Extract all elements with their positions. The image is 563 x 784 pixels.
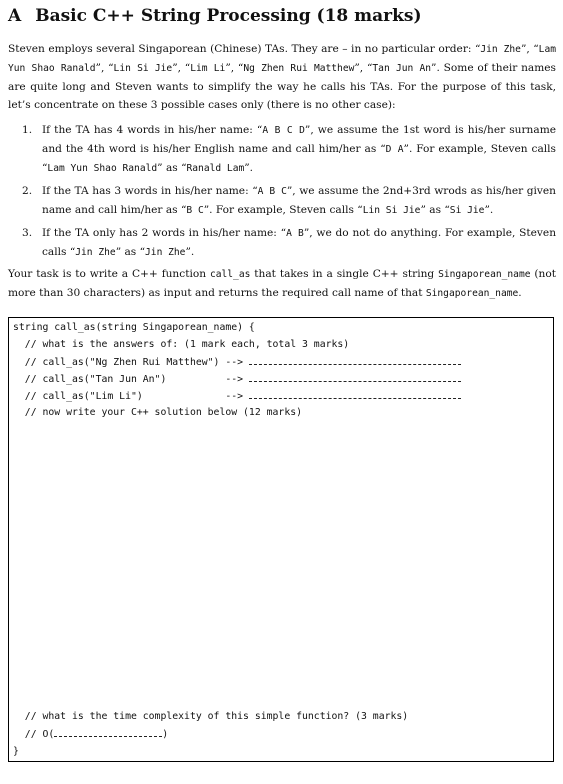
question-header: // what is the answers of: (1 mark each, total 3 marks)	[13, 339, 350, 350]
case-text: ”, we do not do anything. For example, Steven calls “	[42, 227, 557, 258]
question-3-line	[13, 389, 461, 404]
complexity-open: // O(	[13, 729, 55, 740]
case-code: Lin Si Jie	[362, 205, 421, 216]
question-3: // call_as("Lim Li") -->	[13, 391, 244, 402]
answer-blank-3[interactable]	[249, 389, 461, 399]
case-number: 1.	[22, 124, 33, 136]
question-1-line	[13, 355, 461, 370]
section-letter: A	[8, 6, 22, 26]
ta-name: Lin Si Jie	[113, 63, 173, 74]
closing-brace: }	[13, 746, 19, 757]
case-code: B C	[186, 205, 204, 216]
complexity-question: // what is the time complexity of this simple function? (3 marks)	[13, 711, 409, 722]
case-text: ”.	[244, 162, 254, 174]
case-code: D A	[385, 144, 404, 155]
task-text: .	[518, 287, 522, 299]
task-text: that takes in a single C++ string	[250, 268, 439, 280]
question-1: // call_as("Ng Zhen Rui Matthew") -->	[13, 357, 244, 368]
intro-text: Steven employs several Singaporean (Chinese) TAs. They are – in no particular order: “	[8, 43, 481, 55]
function-signature: string call_as(string Singaporean_name) {	[13, 322, 255, 333]
case-text: ”, we assume the 2nd+3rd wrods as his/her given name and call him/her as “	[42, 185, 556, 216]
case-text: ”, we assume the 1st word is his/her surname and the 4th word is his/her English name and call him/her as “	[42, 124, 557, 155]
task-text: Your task is to write a C++ function	[8, 268, 210, 280]
complexity-blank[interactable]	[54, 727, 162, 737]
case-text: ” as “	[420, 204, 450, 216]
case-code: Jin Zhe	[75, 247, 116, 258]
case-code: Ranald Lam	[186, 163, 245, 174]
ta-name: Ng Zhen Rui Matthew	[243, 63, 355, 74]
case-text: ” as “	[157, 162, 187, 174]
case-item-2	[8, 182, 556, 220]
function-name: call_as	[209, 269, 251, 280]
case-code: Jin Zhe	[145, 247, 186, 258]
complexity-close: )	[162, 729, 169, 740]
case-code: A B C	[257, 186, 287, 197]
intro-text: ”, “	[95, 62, 114, 74]
ta-name: Jin Zhe	[480, 44, 521, 55]
case-text: If the TA has 4 words in his/her name: “	[42, 124, 263, 136]
argument-name: Singaporean_name	[438, 269, 531, 280]
intro-text: ”, “	[354, 62, 373, 74]
ta-name: Lam Yun Shao Ranald	[8, 44, 556, 74]
case-text: If the TA only has 2 words in his/her name: “	[42, 227, 287, 239]
question-2: // call_as("Tan Jun An") -->	[13, 374, 244, 385]
question-2-line	[13, 372, 461, 387]
intro-text: ”, “	[520, 43, 539, 55]
case-text: ”. For example, Steven calls “	[42, 143, 556, 174]
task-text: (not more than 30 characters) as input and returns the required call name of that	[8, 268, 556, 299]
case-text: ”.	[484, 204, 494, 216]
task-paragraph	[8, 265, 556, 303]
intro-paragraph	[8, 40, 556, 114]
case-text: ”.	[185, 246, 195, 258]
answer-blank-2[interactable]	[249, 372, 461, 382]
case-number: 3.	[22, 227, 33, 239]
complexity-answer-line	[13, 727, 168, 742]
section-heading: Basic C++ String Processing (18 marks)	[35, 6, 422, 26]
case-item-3	[8, 224, 556, 262]
cases-list	[8, 121, 556, 266]
code-answer-box[interactable]	[8, 317, 554, 762]
case-number: 2.	[22, 185, 33, 197]
case-item-1	[8, 121, 556, 178]
solution-prompt: // now write your C++ solution below (12 marks)	[13, 407, 303, 418]
answer-blank-1[interactable]	[249, 355, 461, 365]
intro-text: ”, “	[225, 62, 244, 74]
section-title	[8, 6, 422, 26]
ta-name: Tan Jun An	[372, 63, 432, 74]
argument-name: Singaporean_name	[425, 288, 519, 299]
case-code: A B C D	[262, 125, 305, 136]
ta-name: Lim Li	[190, 63, 226, 74]
case-text: If the TA has 3 words in his/her name: “	[42, 185, 258, 197]
case-text: ”. For example, Steven calls “	[203, 204, 363, 216]
case-code: Si Jie	[449, 205, 485, 216]
case-code: A B	[286, 228, 304, 239]
intro-text: ”. Some of their names are quite long and Steven wants to simplify the way he calls his TAs. For the purpose of this task, let’s concentrate on these 3 possible cases only (there is no other case):	[8, 62, 556, 111]
case-code: Lam Yun Shao Ranald	[47, 163, 158, 174]
case-text: ” as “	[115, 246, 146, 258]
intro-text: ”, “	[172, 62, 191, 74]
